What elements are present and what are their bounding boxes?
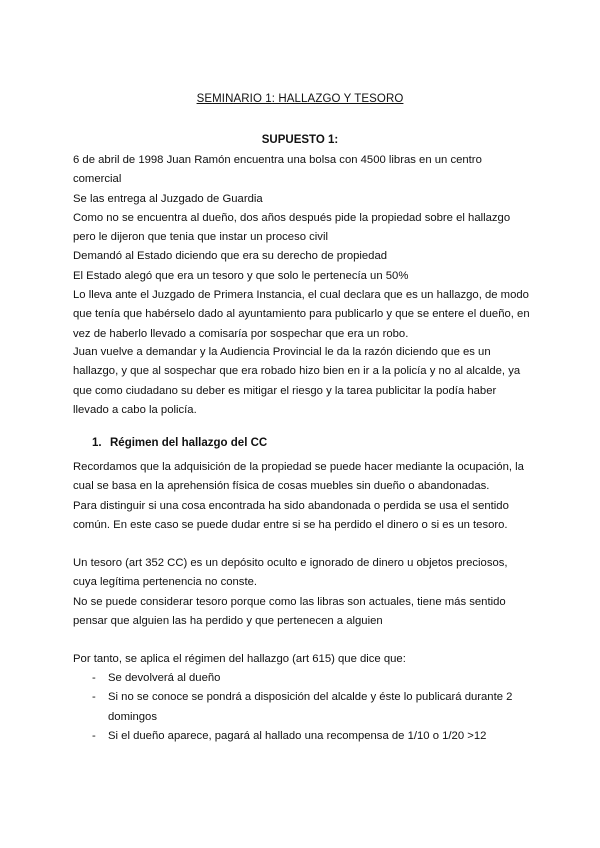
paragraph: El Estado alegó que era un tesoro y que solo le pertenecía un 50% bbox=[73, 269, 409, 282]
paragraph: Juan vuelve a demandar y la Audiencia Provincial le da la razón diciendo que es un hallazgo, y que al sospechar que era robado hizo bien en ir a la policía y no al alcalde, ya que como ciudadano su deber es mitigar el riesgo y la tarea publicitar la podía haber llevado a cabo la policía. bbox=[73, 346, 521, 416]
paragraph: Por tanto, se aplica el régimen del hallazgo (art 615) que dice que: bbox=[73, 653, 406, 665]
hallazgo-rules-list bbox=[92, 669, 532, 746]
list-item bbox=[92, 727, 532, 746]
bullet-dash: - bbox=[92, 672, 96, 684]
paragraph: No se puede considerar tesoro porque como las libras son actuales, tiene más sentido pensar que alguien las ha perdido y que pertenecen a alguien bbox=[73, 595, 506, 627]
paragraph: Para distinguir si una cosa encontrada ha sido abandonada o perdida se usa el sentido común. En este caso se puede dudar entre si se ha perdido el dinero o si es un tesoro. bbox=[73, 499, 509, 531]
list-item bbox=[92, 669, 532, 688]
bullet-dash: - bbox=[92, 729, 96, 742]
paragraph: Un tesoro (art 352 CC) es un depósito oculto e ignorado de dinero u objetos preciosos, cuya legítima pertenencia no conste. bbox=[73, 557, 508, 589]
conclusion-paragraph bbox=[73, 650, 533, 669]
appeal-paragraph bbox=[73, 343, 533, 420]
tesoro-paragraphs bbox=[73, 554, 533, 631]
section-heading bbox=[92, 437, 267, 449]
case-facts bbox=[73, 151, 533, 344]
paragraph: Como no se encuentra al dueño, dos años después pide la propiedad sobre el hallazgo pero le dijeron que tenia que instar un proceso civil bbox=[73, 211, 511, 244]
paragraph: Recordamos que la adquisición de la propiedad se puede hacer mediante la ocupación, la cual se basa en la aprehensión física de cosas muebles sin dueño o abandonadas. bbox=[73, 461, 524, 493]
paragraph: Demandó al Estado diciendo que era su derecho de propiedad bbox=[73, 250, 388, 263]
list-item-text: Si no se conoce se pondrá a disposición del alcalde y éste lo publicará durante 2 domingos bbox=[108, 691, 513, 723]
list-item-text: Si el dueño aparece, pagará al hallado una recompensa de 1/10 o 1/20 >12 bbox=[108, 729, 487, 742]
section-number: 1. bbox=[92, 437, 102, 449]
bullet-dash: - bbox=[92, 691, 96, 704]
paragraph: 6 de abril de 1998 Juan Ramón encuentra una bolsa con 4500 libras en un centro comercial bbox=[73, 154, 482, 186]
section-heading-text: Régimen del hallazgo del CC bbox=[110, 437, 268, 449]
list-item-text: Se devolverá al dueño bbox=[108, 672, 221, 684]
document-title: SEMINARIO 1: HALLAZGO Y TESORO bbox=[196, 93, 404, 105]
list-item bbox=[92, 688, 532, 727]
paragraph: Lo lleva ante el Juzgado de Primera Instancia, el cual declara que es un hallazgo, de modo que tenía que habérselo dado al ayuntamiento para publicarlo y que se entere el dueño, en vez de haberlo llevado a comisaría por sospechar que era un robo. bbox=[73, 289, 530, 340]
paragraph: Se las entrega al Juzgado de Guardia bbox=[73, 192, 263, 205]
ocupacion-paragraphs bbox=[73, 458, 533, 535]
case-subtitle: SUPUESTO 1: bbox=[261, 134, 339, 146]
